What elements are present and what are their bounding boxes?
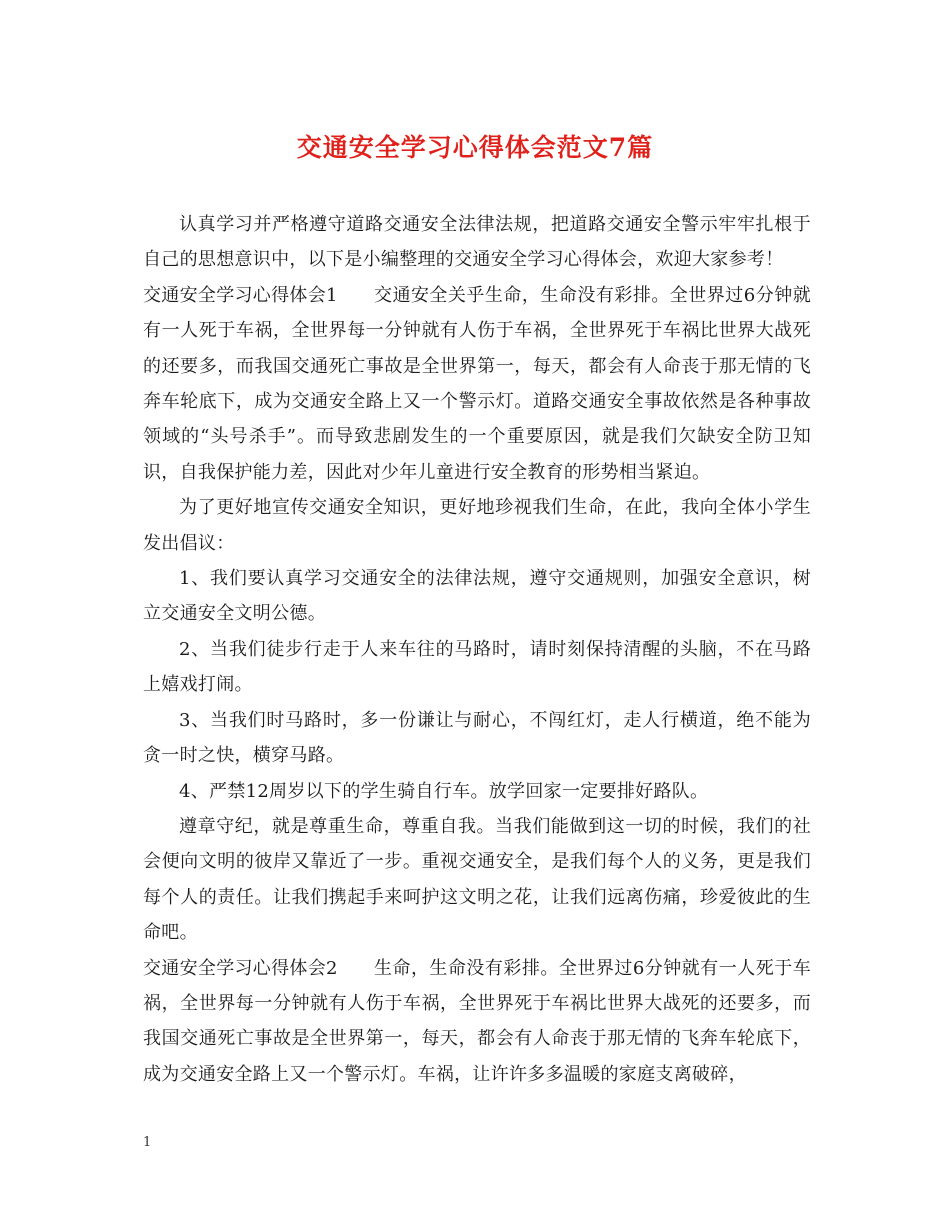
section-1-heading: 交通安全学习心得体会1 xyxy=(143,284,338,306)
page-number: 1 xyxy=(143,1135,152,1150)
list-item-3: 3、当我们时马路时，多一份谦让与耐心，不闯红灯，走人行横道，绝不能为贪一时之快，横穿马路。 xyxy=(143,709,811,767)
section-2-paragraph xyxy=(143,951,811,1093)
page-title: 交通安全学习心得体会范文7篇 xyxy=(296,133,654,162)
closing-paragraph: 遵章守纪，就是尊重生命，尊重自我。当我们能做到这一切的时候，我们的社会便向文明的彼岸又靠近了一步。重视交通安全，是我们每个人的义务，更是我们每个人的责任。让我们携起手来呵护这文明之花，让我们远离伤痛，珍爱彼此的生命吧。 xyxy=(143,815,811,944)
document-body xyxy=(143,207,811,1092)
intro-paragraph: 认真学习并严格遵守道路交通安全法律法规，把道路交通安全警示牢牢扎根于自己的思想意识中，以下是小编整理的交通安全学习心得体会，欢迎大家参考！ xyxy=(143,214,811,271)
list-item-4: 4、严禁12周岁以下的学生骑自行车。放学回家一定要排好路队。 xyxy=(179,780,709,802)
section-1-text: 交通安全关乎生命，生命没有彩排。全世界过6分钟就有一人死于车祸，全世界每一分钟就有人伤于车祸，全世界死于车祸比世界大战死的还要多，而我国交通死亡事故是全世界第一，每天，都会有人命丧于那无情的飞奔车轮底下，成为交通安全路上又一个警示灯。道路交通安全事故依然是各种事故领域的“头号杀手”。而导致悲剧发生的一个重要原因，就是我们欠缺安全防卫知识，自我保护能力差，因此对少年儿童进行安全教育的形势相当紧迫。 xyxy=(143,284,811,483)
section-2-text: 生命，生命没有彩排。全世界过6分钟就有一人死于车祸，全世界每一分钟就有人伤于车祸，全世界死于车祸比世界大战死的还要多，而我国交通死亡事故是全世界第一，每天，都会有人命丧于那无情的飞奔车轮底下，成为交通安全路上又一个警示灯。车祸，让许许多多温暖的家庭支离破碎， xyxy=(143,957,811,1085)
list-item-1: 1、我们要认真学习交通安全的法律法规，遵守交通规则，加强安全意识，树立交通安全文明公德。 xyxy=(143,568,811,625)
section-1-paragraph xyxy=(143,278,811,490)
appeal-paragraph: 为了更好地宣传交通安全知识，更好地珍视我们生命，在此，我向全体小学生发出倡议： xyxy=(143,497,811,554)
list-item-2: 2、当我们徒步行走于人来车往的马路时，请时刻保持清醒的头脑，不在马路上嬉戏打闹。 xyxy=(143,638,811,696)
section-2-heading: 交通安全学习心得体会2 xyxy=(143,957,338,979)
